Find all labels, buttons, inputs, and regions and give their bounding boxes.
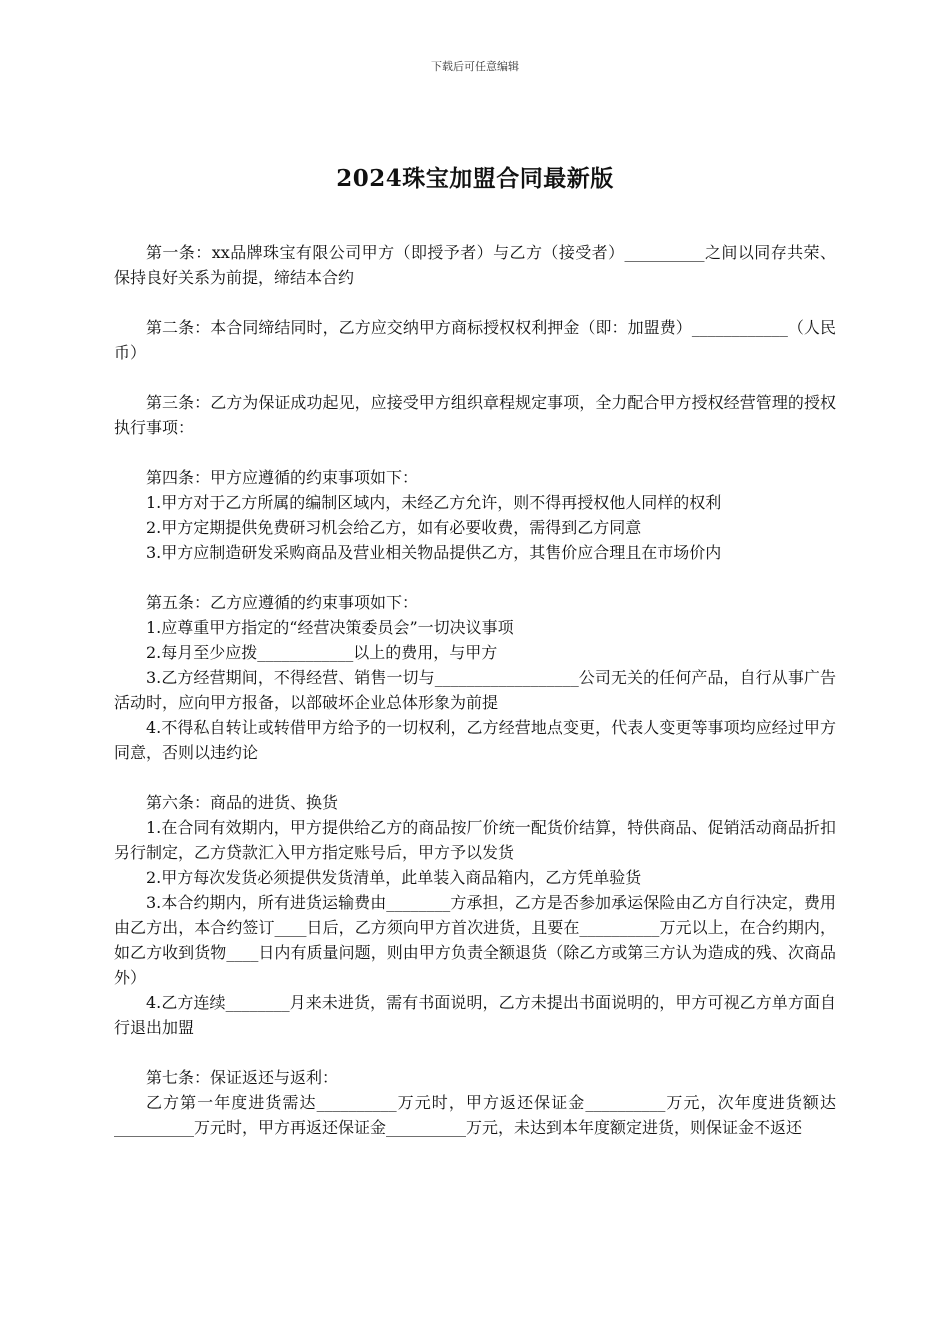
article-4-item-3: 3.甲方应制造研发采购商品及营业相关物品提供乙方，其售价应合理且在市场价内 — [146, 543, 722, 562]
article-7-heading: 第七条：保证返还与返利： — [146, 1068, 339, 1087]
header-note: 下载后可任意编辑 — [431, 60, 519, 73]
article-6-item-1: 1.在合同有效期内，甲方提供给乙方的商品按厂价统一配货价结算，特供商品、促销活动商品折扣另行制定，乙方贷款汇入甲方指定账号后，甲方予以发货 — [114, 818, 836, 862]
article-6-item-4: 4.乙方连续________月来未进货，需有书面说明，乙方未提出书面说明的，甲方可视乙方单方面自行退出加盟 — [114, 993, 836, 1037]
article-2-text: 第二条：本合同缔结同时，乙方应交纳甲方商标授权权利押金（即：加盟费）____________（人民币） — [114, 318, 836, 362]
article-2 — [114, 315, 836, 365]
document-title: 2024珠宝加盟合同最新版 — [336, 165, 614, 192]
article-6-item-2: 2.甲方每次发货必须提供发货清单，此单装入商品箱内，乙方凭单验货 — [146, 868, 642, 887]
article-5-item-3: 3.乙方经营期间，不得经营、销售一切与__________________公司无关的任何产品，自行从事广告活动时，应向甲方报备，以部破坏企业总体形象为前提 — [114, 668, 836, 712]
article-4-item-1: 1.甲方对于乙方所属的编制区域内，未经乙方允许，则不得再授权他人同样的权利 — [146, 493, 722, 512]
article-5-heading: 第五条：乙方应遵循的约束事项如下： — [146, 593, 419, 612]
article-5-item-1: 1.应尊重甲方指定的“经营决策委员会”一切决议事项 — [146, 618, 514, 637]
article-4-heading: 第四条：甲方应遵循的约束事项如下： — [146, 468, 419, 487]
article-3 — [114, 390, 836, 440]
article-5-item-4: 4.不得私自转让或转借甲方给予的一切权利，乙方经营地点变更，代表人变更等事项均应经过甲方同意，否则以违约论 — [114, 718, 836, 762]
article-4 — [114, 465, 836, 565]
article-1-text: 第一条：xx品牌珠宝有限公司甲方（即授予者）与乙方（接受者）__________之间以同存共荣、保持良好关系为前提，缔结本合约 — [114, 243, 836, 287]
article-1 — [114, 240, 836, 290]
article-5 — [114, 590, 836, 765]
article-7 — [114, 1065, 836, 1140]
article-3-text: 第三条：乙方为保证成功起见，应接受甲方组织章程规定事项，全力配合甲方授权经营管理的授权执行事项： — [114, 393, 836, 437]
article-4-item-2: 2.甲方定期提供免费研习机会给乙方，如有必要收费，需得到乙方同意 — [146, 518, 642, 537]
article-6-item-3: 3.本合约期内，所有进货运输费由________方承担，乙方是否参加承运保险由乙方自行决定，费用由乙方出，本合约签订____日后，乙方须向甲方首次进货，且要在__________万元以上，在合约期内，如乙方收到货物____日内有质量问题，则由甲方负责全额退货（除乙方或第三方认为造成的残、次商品外） — [114, 893, 836, 987]
article-6 — [114, 790, 836, 1040]
article-6-heading: 第六条：商品的进货、换货 — [146, 793, 339, 812]
contract-body — [114, 240, 836, 1165]
article-5-item-2: 2.每月至少应拨____________以上的费用，与甲方 — [146, 643, 498, 662]
article-7-text: 乙方第一年度进货需达__________万元时，甲方返还保证金__________万元，次年度进货额达__________万元时，甲方再返还保证金__________万元，未达到本年度额定进货，则保证金不返还 — [114, 1093, 836, 1137]
